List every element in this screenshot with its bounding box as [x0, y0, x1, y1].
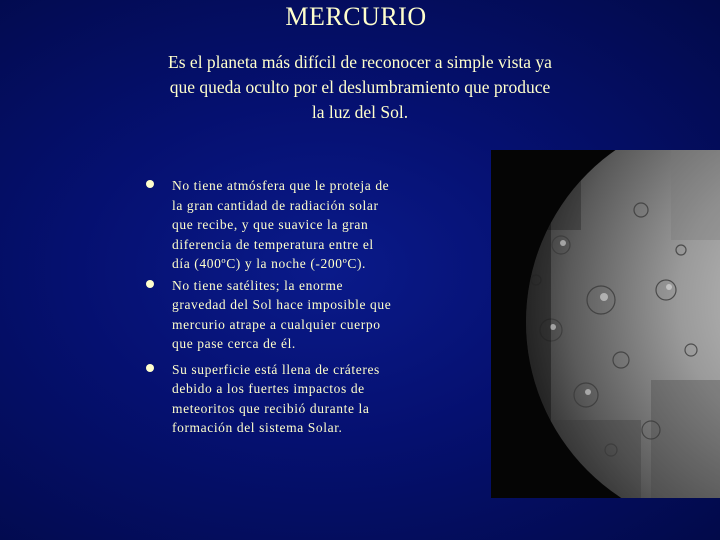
bullet-line: meteoritos que recibió durante la — [172, 400, 370, 416]
bullet-line: debido a los fuertes impactos de — [172, 381, 365, 396]
bullet-dot-icon — [146, 180, 154, 188]
bullet-list — [140, 176, 410, 438]
bullet-line: día (400ºC) y la noche (-200ºC). — [172, 256, 367, 271]
bullet-item — [140, 276, 410, 354]
bullet-item — [140, 360, 410, 438]
intro-line: la luz del Sol. — [311, 102, 409, 122]
bullet-line: No tiene atmósfera que le proteja de — [172, 178, 390, 193]
intro-paragraph — [130, 50, 590, 125]
mercury-planet-icon — [491, 150, 720, 498]
bullet-dot-icon — [146, 364, 154, 372]
intro-line: que queda oculto por el deslumbramiento que produce — [169, 77, 551, 97]
slide-title: MERCURIO — [285, 2, 427, 31]
bullet-dot-icon — [146, 280, 154, 288]
bullet-line: mercurio atrape a cualquier cuerpo — [172, 316, 381, 332]
bullet-item — [140, 176, 410, 274]
bullet-line: que recibe, y que suavice la gran — [172, 217, 369, 232]
bullet-line: formación del sistema Solar. — [172, 420, 343, 435]
bullet-line: Su superficie está llena de cráteres — [172, 361, 380, 377]
bullet-line: gravedad del Sol hace imposible que — [172, 297, 392, 312]
intro-line: Es el planeta más difícil de reconocer a simple vista ya — [168, 52, 552, 72]
bullet-line: No tiene satélites; la enorme — [172, 277, 344, 293]
mercury-planet-image — [491, 150, 720, 498]
bullet-line: la gran cantidad de radiación solar — [172, 197, 379, 213]
bullet-line: que pase cerca de él. — [172, 336, 296, 351]
bullet-line: diferencia de temperatura entre el — [172, 236, 374, 252]
